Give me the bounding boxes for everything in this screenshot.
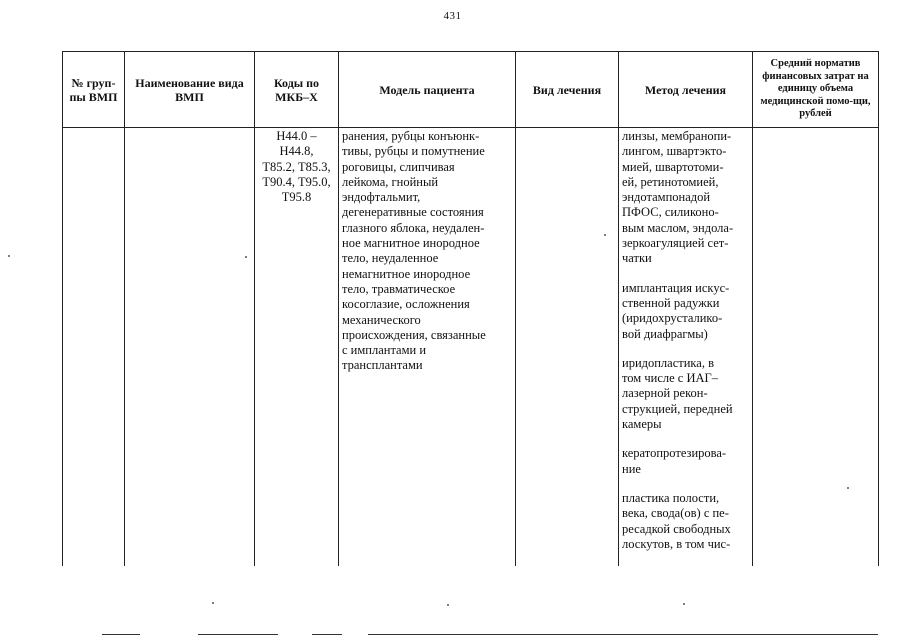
method-line: эндотампонадой [622,190,711,205]
method-line: мией, швартотоми- [622,159,724,174]
method-line: (иридохрусталико- [622,311,723,326]
patient-model-line: косоглазие, осложнения [342,297,470,312]
method-line: ПФОС, силиконо- [622,205,719,220]
patient-model-line: с имплантами и [342,343,427,358]
scan-speck [683,603,685,605]
header-icd-codes: Коды по МКБ–Х [255,52,339,128]
method-line: лазерной рекон- [622,386,708,401]
method-item [622,446,749,477]
cell-codes [255,128,339,567]
method-item [622,281,749,342]
patient-model-line: ранения, рубцы конъюнк- [342,129,480,143]
method-item [622,129,749,267]
scan-speck [847,487,849,489]
patient-model-line: тивы, рубцы и помутнение [342,144,485,159]
method-item [622,356,749,432]
patient-model-line: ное магнитное инородное [342,236,480,251]
method-line: имплантация искус- [622,280,730,295]
method-line: ей, ретинотомией, [622,174,719,189]
method-line: ственной радужки [622,295,720,310]
patient-model-line: дегенеративные состояния [342,205,484,220]
code-line: T95.8 [281,190,312,205]
patient-model-line: происхождения, связанные [342,327,486,342]
method-line: вой диафрагмы) [622,326,708,341]
cell-treatment-type [516,128,619,567]
header-treatment-method: Метод лечения [619,52,753,128]
method-line: зеркоагуляцией сет- [622,236,729,251]
scan-speck [212,602,214,604]
patient-model-line: тело, травматическое [342,281,456,296]
method-line: века, свода(ов) с пе- [622,506,729,521]
patient-model-line: механического [342,312,421,327]
method-line: вым маслом, эндола- [622,220,734,235]
patient-model-line: тело, неудаленное [342,251,439,266]
method-line: лингом, швартэкто- [622,144,727,159]
method-line: иридопластика, в [622,355,714,370]
method-line: пластика полости, [622,490,720,505]
bottom-border-line [102,634,140,635]
scan-speck [245,256,247,258]
method-line: струкцией, передней [622,401,733,416]
code-line: H44.8, [279,144,314,159]
page-number: 431 [443,10,462,22]
method-line: ние [622,461,641,476]
table-row [63,128,879,567]
scan-speck [447,604,449,606]
cell-average-cost [753,128,879,567]
patient-model-line: немагнитное инородное [342,266,471,281]
cell-treatment-method [619,128,753,567]
method-line: ресадкой свободных [622,521,731,536]
method-line: кератопротезирова- [622,446,727,461]
method-line: камеры [622,417,662,432]
cell-patient-model [339,128,516,567]
patient-model-line: эндофтальмит, [342,190,421,205]
header-treatment-type: Вид лечения [516,52,619,128]
header-average-cost: Средний норматив финансовых затрат на единицу объема медицинской помо-щи, рублей [753,52,879,128]
method-line: том числе с ИАГ– [622,371,718,386]
scan-speck [604,234,606,236]
header-vmp-name: Наименование вида ВМП [125,52,255,128]
bottom-border-line [368,634,878,635]
method-item [622,491,749,552]
vmp-table [62,51,879,566]
method-line: линзы, мембранопи- [622,129,732,143]
cell-group [63,128,125,567]
table-header-row [63,52,879,128]
patient-model-line: роговицы, слипчивая [342,159,455,174]
scan-speck [8,255,10,257]
patient-model-line: трансплантами [342,358,423,373]
method-line: чатки [622,251,652,266]
bottom-border-line [312,634,342,635]
patient-model-line: глазного яблока, неудален- [342,220,485,235]
cell-name [125,128,255,567]
patient-model-line: лейкома, гнойный [342,174,439,189]
header-patient-model: Модель пациента [339,52,516,128]
code-line: T85.2, T85.3, [262,159,331,174]
bottom-border-line [198,634,278,635]
code-line: T90.4, T95.0, [262,174,331,189]
header-group-number: № груп-пы ВМП [63,52,125,128]
method-line: лоскутов, в том чис- [622,536,731,551]
code-line: H44.0 – [276,129,317,143]
